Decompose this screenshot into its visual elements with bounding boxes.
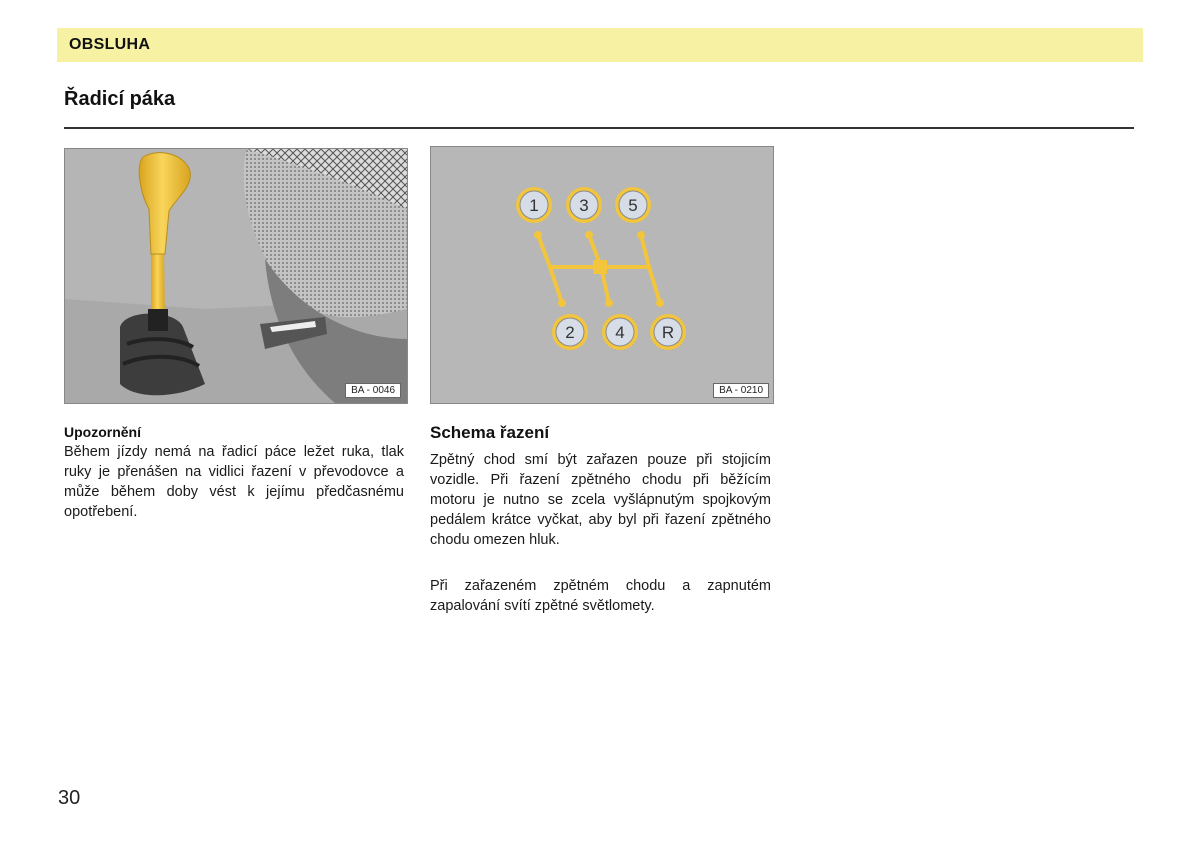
gear-lever-illustration bbox=[64, 148, 408, 404]
shift-center-block bbox=[593, 260, 607, 274]
shift-pattern-illustration bbox=[430, 146, 774, 404]
gear-lever-drawing bbox=[65, 149, 407, 403]
figure-code: BA - 0210 bbox=[713, 383, 769, 398]
gear-position-2 bbox=[552, 314, 588, 350]
gear-label-5: 5 bbox=[628, 196, 638, 215]
figure-code: BA - 0046 bbox=[345, 383, 401, 398]
gear-label-4: 4 bbox=[615, 323, 625, 342]
gear-position-5 bbox=[615, 187, 651, 223]
schema-heading: Schema řazení bbox=[430, 423, 550, 442]
gear-label-3: 3 bbox=[579, 196, 589, 215]
gear-position-1 bbox=[516, 187, 552, 223]
section-header-bar bbox=[57, 28, 1143, 62]
gear-position-3 bbox=[566, 187, 602, 223]
gear-position-4 bbox=[602, 314, 638, 350]
section-label: OBSLUHA bbox=[69, 36, 151, 53]
page-number: 30 bbox=[58, 787, 81, 809]
gear-label-1: 1 bbox=[529, 196, 539, 215]
schema-paragraph-1: Zpětný chod smí být zařazen pouze při stojicím vozidle. Při řazení zpětného chodu při běžícím motoru je nutno se zcela vyšlápnutým spojkovým pedálem krátce vyčkat, aby byl při řazení zpětného chodu omezen hluk. bbox=[430, 452, 771, 548]
warning-heading: Upozornění bbox=[64, 424, 141, 440]
page-title: Řadicí páka bbox=[64, 88, 176, 110]
title-divider bbox=[64, 127, 1134, 129]
gear-position-r bbox=[650, 314, 686, 350]
gear-label-r: R bbox=[661, 323, 675, 342]
shift-pattern-drawing bbox=[431, 147, 773, 403]
gear-collar-shape bbox=[148, 309, 168, 331]
warning-text: Během jízdy nemá na řadicí páce ležet ruka, tlak ruky je přenášen na vidlici řazení v převodovce a může během doby vést k jejímu předčasnému opotřebení. bbox=[64, 444, 404, 520]
schema-paragraph-2: Při zařazeném zpětném chodu a zapnutém zapalování svítí zpětné světlomety. bbox=[430, 578, 771, 614]
gear-label-2: 2 bbox=[565, 323, 575, 342]
